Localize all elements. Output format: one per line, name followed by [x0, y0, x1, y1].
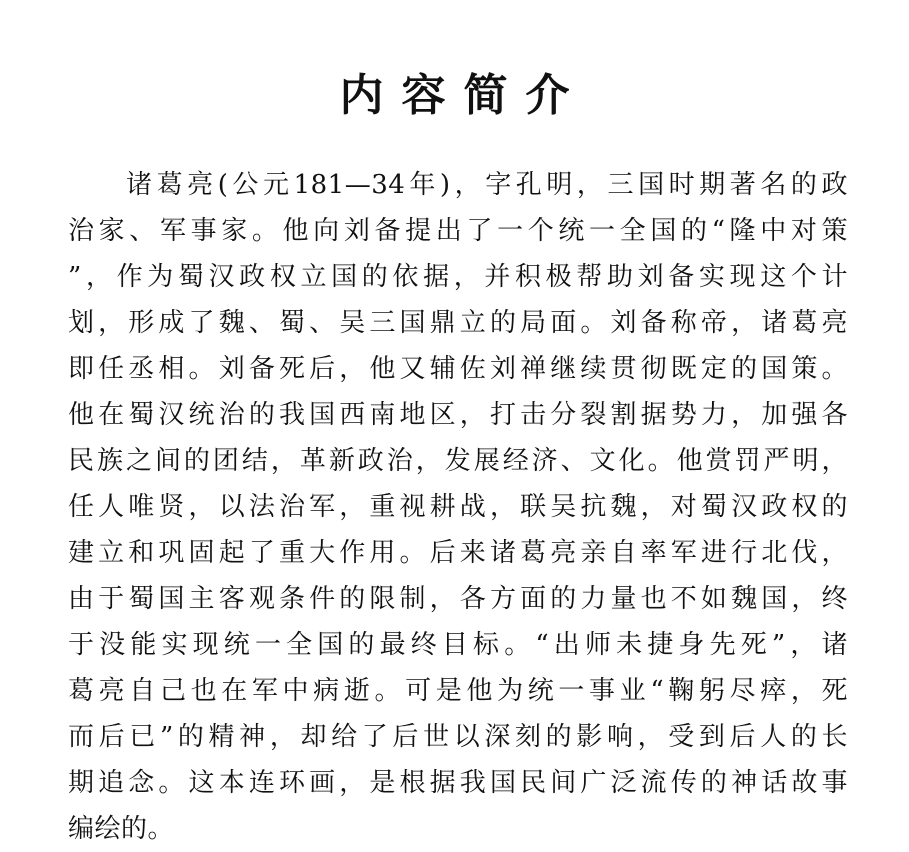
paragraph-line: 治家、军事家。他向刘备提出了一个统一全国的“隆中对策 [68, 216, 848, 246]
page-title: 内容简介 [339, 70, 588, 121]
paragraph-line: 期追念。这本连环画，是根据我国民间广泛流传的神话故事 [68, 768, 848, 798]
paragraph-line: 划，形成了魏、蜀、吴三国鼎立的局面。刘备称帝，诸葛亮 [68, 308, 848, 338]
paragraph-line: 而后已”的精神，却给了后世以深刻的影响，受到后人的长 [68, 722, 848, 752]
paragraph-line: 建立和巩固起了重大作用。后来诸葛亮亲自率军进行北伐， [68, 538, 848, 568]
paragraph-line: 于没能实现统一全国的最终目标。“出师未捷身先死”，诸 [68, 630, 848, 660]
paragraph-line: 他在蜀汉统治的我国西南地区，打击分裂割据势力，加强各 [68, 400, 848, 430]
paragraph-line: ”，作为蜀汉政权立国的依据，并积极帮助刘备实现这个计 [68, 262, 848, 292]
paragraph-line: 任人唯贤，以法治军，重视耕战，联吴抗魏，对蜀汉政权的 [68, 492, 848, 522]
paragraph-line: 编绘的。 [68, 814, 175, 844]
paragraph-line: 葛亮自己也在军中病逝。可是他为统一事业“鞠躬尽瘁，死 [68, 676, 848, 706]
body-paragraph [68, 162, 848, 852]
paragraph-line: 由于蜀国主客观条件的限制，各方面的力量也不如魏国，终 [68, 584, 848, 614]
paragraph-line: 诸葛亮(公元181—34年)，字孔明，三国时期著名的政 [126, 170, 848, 200]
paragraph-line: 民族之间的团结，革新政治，发展经济、文化。他赏罚严明， [68, 446, 848, 476]
paragraph-line: 即任丞相。刘备死后，他又辅佐刘禅继续贯彻既定的国策。 [68, 354, 848, 384]
